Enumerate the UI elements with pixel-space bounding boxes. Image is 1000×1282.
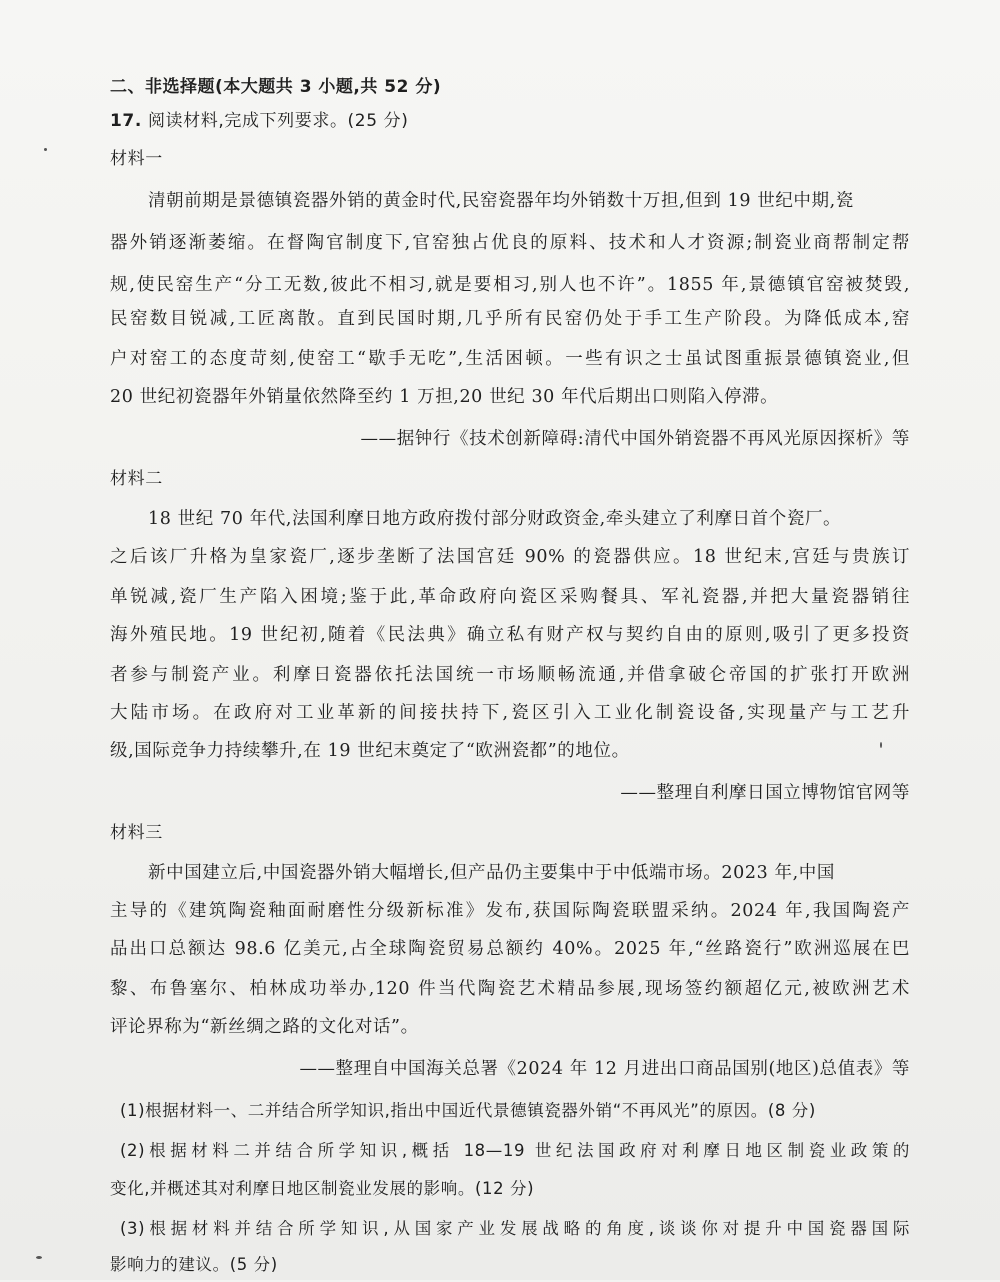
sub-question-2-line-2: 变化,并概述其对利摩日地区制瓷业发展的影响。(12 分) xyxy=(110,1179,535,1198)
scan-speck xyxy=(880,742,882,748)
material2-line-1: 18 世纪 70 年代,法国利摩日地方政府拨付部分财政资金,牵头建立了利摩日首个瓷厂。 xyxy=(148,509,842,529)
question-stem: 阅读材料,完成下列要求。(25 分) xyxy=(147,111,409,131)
material2-line-6: 大陆市场。在政府对工业革新的间接扶持下,瓷区引入工业化制瓷设备,实现量产与工艺升 xyxy=(110,703,910,723)
section-heading: 二、非选择题(本大题共 3 小题,共 52 分) xyxy=(110,77,442,97)
material2-line-5: 者参与制瓷产业。利摩日瓷器依托法国统一市场顺畅流通,并借拿破仑帝国的扩张打开欧洲 xyxy=(110,665,910,685)
material3-title: 材料三 xyxy=(110,823,163,843)
material2-line-2: 之后该厂升格为皇家瓷厂,逐步垄断了法国宫廷 90% 的瓷器供应。18 世纪末,宫廷与贵族订 xyxy=(110,547,910,567)
scan-speck xyxy=(36,1256,42,1259)
material2-line-3: 单锐减,瓷厂生产陷入困境;鉴于此,革命政府向瓷区采购餐具、军礼瓷器,并把大量瓷器销往 xyxy=(110,587,910,607)
material3-line-2: 主导的《建筑陶瓷釉面耐磨性分级新标准》发布,获国际陶瓷联盟采纳。2024 年,我国陶瓷产 xyxy=(110,901,910,921)
material1-line-2: 器外销逐渐萎缩。在督陶官制度下,官窑独占优良的原料、技术和人才资源;制瓷业商帮制定帮 xyxy=(110,233,910,253)
material1-source: ——据钟行《技术创新障碍:清代中国外销瓷器不再风光原因探析》等 xyxy=(360,429,910,449)
sub-question-3-line-1: (3)根据材料并结合所学知识,从国家产业发展战略的角度,谈谈你对提升中国瓷器国际 xyxy=(120,1219,910,1238)
material1-line-5: 户对窑工的态度苛刻,使窑工“歇手无吃”,生活困顿。一些有识之士虽试图重振景德镇瓷业,但 xyxy=(110,349,910,369)
material3-line-1: 新中国建立后,中国瓷器外销大幅增长,但产品仍主要集中于中低端市场。2023 年,中国 xyxy=(148,863,835,883)
material1-title: 材料一 xyxy=(110,149,163,169)
material3-line-3: 品出口总额达 98.6 亿美元,占全球陶瓷贸易总额约 40%。2025 年,“丝路瓷行”欧洲巡展在巴 xyxy=(110,939,910,959)
sub-question-2-line-1: (2)根据材料二并结合所学知识,概括 18—19 世纪法国政府对利摩日地区制瓷业政策的 xyxy=(120,1141,910,1160)
material1-line-4: 民窑数目锐减,工匠离散。直到民国时期,几乎所有民窑仍处于手工生产阶段。为降低成本,窑 xyxy=(110,309,910,329)
scan-speck xyxy=(44,148,47,151)
material1-line-1: 清朝前期是景德镇瓷器外销的黄金时代,民窑瓷器年均外销数十万担,但到 19 世纪中期,瓷 xyxy=(148,191,854,211)
material3-source: ——整理自中国海关总署《2024 年 12 月进出口商品国别(地区)总值表》等 xyxy=(299,1059,910,1079)
material1-line-3: 规,使民窑生产“分工无数,彼此不相习,就是要相习,别人也不许”。1855 年,景德镇官窑被焚毁, xyxy=(110,275,910,295)
material2-source: ——整理自利摩日国立博物馆官网等 xyxy=(620,783,910,803)
question-number: 17. xyxy=(110,111,142,131)
sub-question-3-line-2: 影响力的建议。(5 分) xyxy=(110,1255,278,1274)
material2-line-4: 海外殖民地。19 世纪初,随着《民法典》确立私有财产权与契约自由的原则,吸引了更多投资 xyxy=(110,625,910,645)
material3-line-4: 黎、布鲁塞尔、柏林成功举办,120 件当代陶瓷艺术精品参展,现场签约额超亿元,被欧洲艺术 xyxy=(110,979,910,999)
material3-line-5: 评论界称为“新丝绸之路的文化对话”。 xyxy=(110,1017,419,1037)
question-17-stem xyxy=(110,104,910,138)
material1-line-6: 20 世纪初瓷器年外销量依然降至约 1 万担,20 世纪 30 年代后期出口则陷入停滞。 xyxy=(110,387,779,407)
material2-line-7: 级,国际竞争力持续攀升,在 19 世纪末奠定了“欧洲瓷都”的地位。 xyxy=(110,741,630,761)
material2-title: 材料二 xyxy=(110,469,163,489)
sub-question-1: (1)根据材料一、二并结合所学知识,指出中国近代景德镇瓷器外销“不再风光”的原因。(8 分) xyxy=(120,1101,816,1120)
